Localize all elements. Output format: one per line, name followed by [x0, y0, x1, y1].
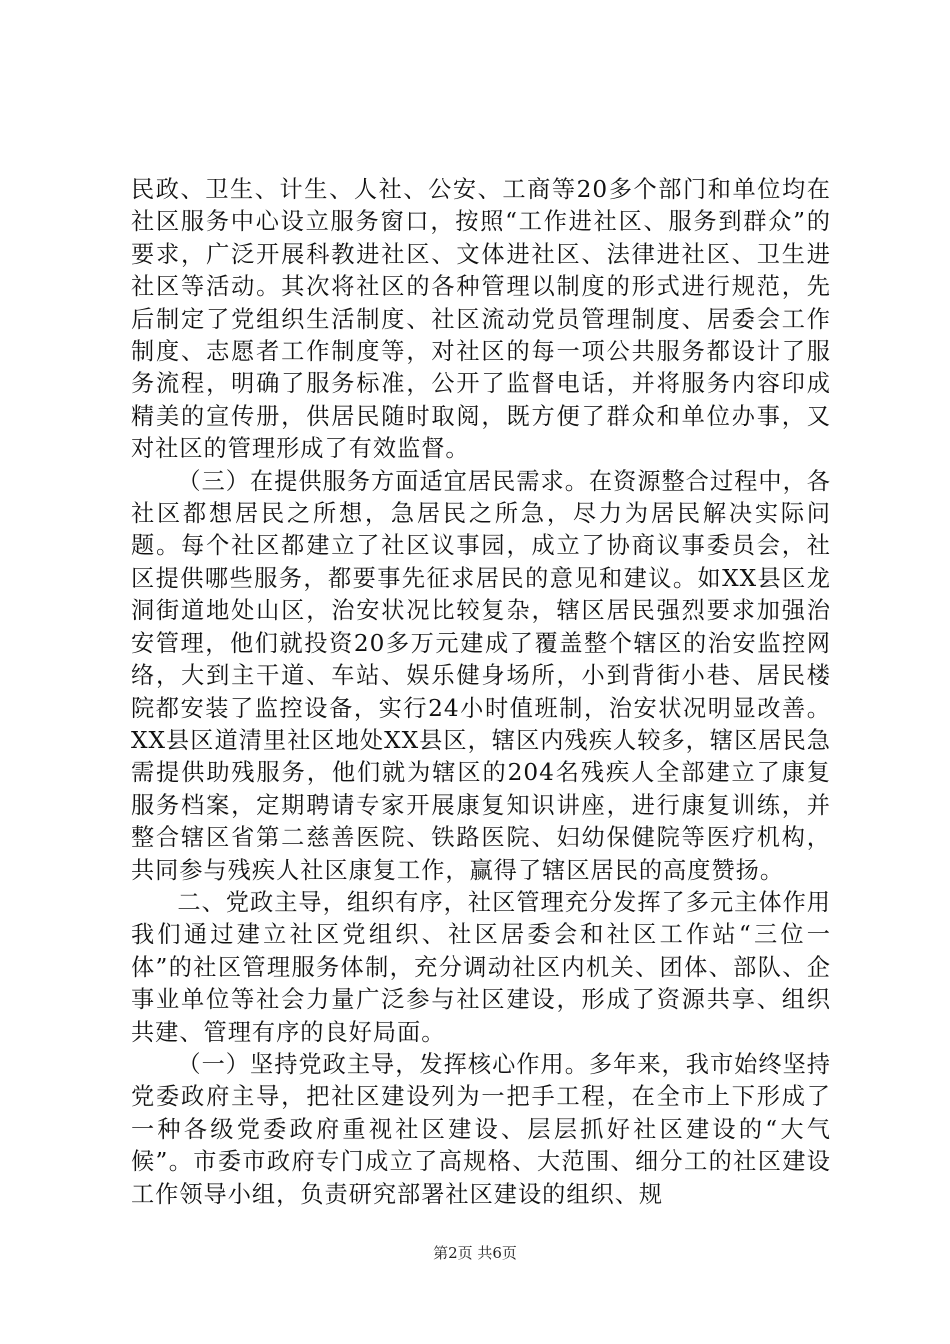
paragraph-heading-two: 二、党政主导，组织有序，社区管理充分发挥了多元主体作用我们通过建立社区党组织、社区居委会和社区工作站“三位一体”的社区管理服务体制，充分调动社区内机关、团体、部队、企事业单位等社会力量广泛参与社区建设，形成了资源共享、组织共建、管理有序的良好局面。	[131, 888, 831, 1046]
page-number-footer: 第2页 共6页	[433, 1244, 517, 1262]
paragraph-continued: 民政、卫生、计生、人社、公安、工商等20多个部门和单位均在社区服务中心设立服务窗口，按照“工作进社区、服务到群众”的要求，广泛开展科教进社区、文体进社区、法律进社区、卫生进社区等活动。其次将社区的各种管理以制度的形式进行规范，先后制定了党组织生活制度、社区流动党员管理制度、居委会工作制度、志愿者工作制度等，对社区的每一项公共服务都设计了服务流程，明确了服务标准，公开了监督电话，并将服务内容印成精美的宣传册，供居民随时取阅，既方便了群众和单位办事，又对社区的管理形成了有效监督。	[131, 176, 831, 463]
paragraph-section-one: （一）坚持党政主导，发挥核心作用。多年来，我市始终坚持党委政府主导，把社区建设列为一把手工程，在全市上下形成了一种各级党委政府重视社区建设、层层抓好社区建设的“大气候”。市委市政府专门成立了高规格、大范围、细分工的社区建设工作领导小组，负责研究部署社区建设的组织、规	[131, 1050, 831, 1208]
document-body	[131, 174, 831, 1211]
paragraph-section-three: （三）在提供服务方面适宜居民需求。在资源整合过程中，各社区都想居民之所想，急居民之所急，尽力为居民解决实际问题。每个社区都建立了社区议事园，成立了协商议事委员会，社区提供哪些服务，都要事先征求居民的意见和建议。如XX县区龙洞街道地处山区，治安状况比较复杂，辖区居民强烈要求加强治安管理，他们就投资20多万元建成了覆盖整个辖区的治安监控网络，大到主干道、车站、娱乐健身场所，小到背街小巷、居民楼院都安装了监控设备，实行24小时值班制，治安状况明显改善。XX县区道清里社区地处XX县区，辖区内残疾人较多，辖区居民急需提供助残服务，他们就为辖区的204名残疾人全部建立了康复服务档案，定期聘请专家开展康复知识讲座，进行康复训练，并整合辖区省第二慈善医院、铁路医院、妇幼保健院等医疗机构，共同参与残疾人社区康复工作，赢得了辖区居民的高度赞扬。	[131, 467, 831, 884]
